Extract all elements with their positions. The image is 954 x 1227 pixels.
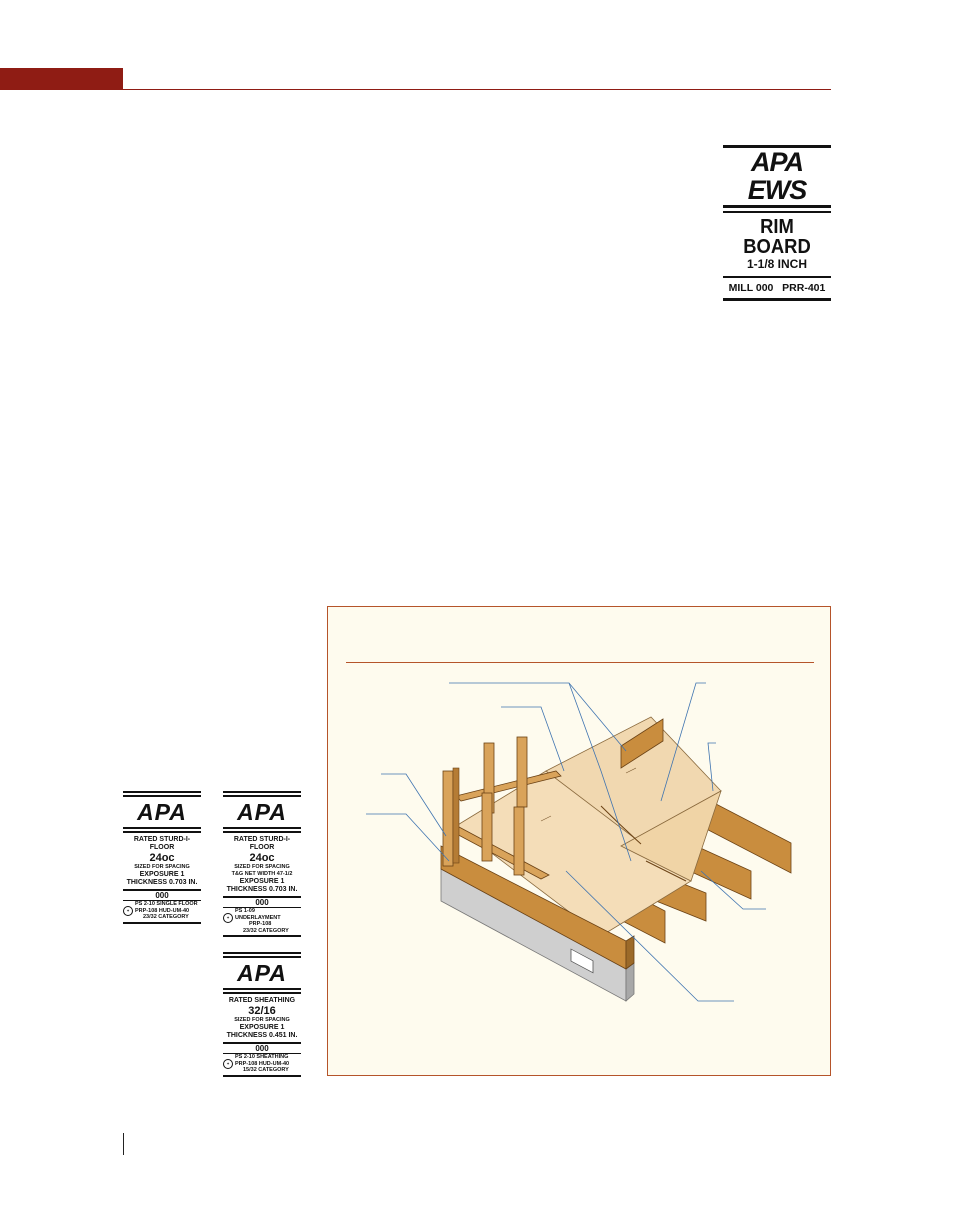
stamp-exposure: EXPOSURE 1 <box>239 878 285 885</box>
stamp-rating: RATED STURD-I-FLOOR <box>133 836 191 851</box>
stamp-line: PRP-108 HUD-UM-40 <box>135 907 190 914</box>
stamp-mill: 000 <box>255 897 269 907</box>
stamp-bar <box>123 922 201 924</box>
stud <box>514 807 524 875</box>
stamp-lines <box>235 1054 289 1074</box>
stamp-line: PRP-108 HUD-UM-40 <box>235 1060 290 1067</box>
stamp-bar <box>223 952 301 954</box>
apa-logo: APA <box>137 799 187 825</box>
stamp-bottom <box>223 1054 301 1074</box>
stud <box>453 768 459 863</box>
stamp-bar <box>223 988 301 990</box>
apa-logo: APA <box>237 799 287 825</box>
stamp-thickness: THICKNESS 0.703 IN. <box>226 886 298 893</box>
stamp-line: 23/32 CATEGORY <box>243 927 289 934</box>
stamp-thickness: THICKNESS 0.703 IN. <box>126 879 198 886</box>
stamp-line: PS 2-10 SHEATHING <box>235 1054 289 1060</box>
stamp-thickness: 1-1/8 INCH <box>746 257 808 271</box>
stamp-bar <box>223 1075 301 1077</box>
stamp-bar <box>223 827 301 829</box>
stamp-thickness: THICKNESS 0.451 IN. <box>226 1032 298 1039</box>
stamp-bar <box>123 795 201 797</box>
rim-board-end <box>626 936 634 969</box>
leader-line <box>501 707 564 771</box>
hud-seal-icon: ✦ <box>223 913 233 923</box>
stamp-spacing: SIZED FOR SPACING <box>134 864 190 870</box>
foundation-wall-end <box>626 963 634 1001</box>
stamp-title: RIM BOARD <box>743 216 811 258</box>
stamp-line: PS 1-09 UNDERLAYMENT <box>235 908 281 921</box>
stamp-spacing: SIZED FOR SPACING <box>234 864 290 870</box>
stamp-bar <box>223 956 301 958</box>
hud-seal-icon: ✦ <box>223 1059 233 1069</box>
stamp-bar <box>123 791 201 793</box>
stamp-exposure: EXPOSURE 1 <box>239 1024 285 1031</box>
figure-box <box>327 606 831 1076</box>
stamp-bar <box>223 795 301 797</box>
hud-seal-icon: ✦ <box>123 906 133 916</box>
stamp-bar <box>223 992 301 994</box>
stamp-bar <box>123 831 201 833</box>
stamp-standard: PRR-401 <box>782 282 826 294</box>
stamp-span: 24oc <box>249 852 275 864</box>
stamp-bar <box>223 791 301 793</box>
stamp-bar <box>123 827 201 829</box>
leader-line <box>449 683 626 751</box>
stamp-rating: RATED SHEATHING <box>228 997 296 1004</box>
stamp-mill-line <box>723 281 831 295</box>
stud <box>517 737 527 807</box>
stamp-bar <box>723 298 831 301</box>
stamp-rating: RATED STURD-I-FLOOR <box>233 836 291 851</box>
stamp-lines <box>135 901 198 921</box>
stamp-bottom <box>223 908 301 934</box>
stamp-mill: 000 <box>155 890 169 900</box>
leader-line <box>381 774 446 836</box>
panel-stamp-sturd-i-floor-single <box>123 791 201 924</box>
stamp-line: PS 2-10 SINGLE FLOOR <box>135 901 198 907</box>
stamp-bar <box>223 935 301 937</box>
footer-rule <box>123 1133 124 1155</box>
stamp-bar <box>723 205 831 208</box>
stamp-mill: 000 <box>255 1043 269 1053</box>
apa-ews-logo: APA EWS <box>747 147 807 205</box>
header-rule <box>123 89 831 90</box>
floor-framing-illustration <box>328 607 832 1077</box>
stamp-exposure: EXPOSURE 1 <box>139 871 185 878</box>
header-accent-tab <box>0 68 123 90</box>
stamp-bar <box>223 831 301 833</box>
stamp-spacing-extra: T&G NET WIDTH 47-1/2 <box>231 871 293 877</box>
stamp-spacing: SIZED FOR SPACING <box>234 1017 290 1023</box>
stamp-mill: MILL 000 <box>728 282 774 294</box>
stamp-lines <box>235 908 301 934</box>
panel-stamp-rated-sheathing <box>223 952 301 1077</box>
stamp-bar <box>723 276 831 278</box>
panel-stamp-sturd-i-floor-underlayment <box>223 791 301 937</box>
stamp-span: 32/16 <box>248 1005 276 1017</box>
stamp-span: 24oc <box>149 852 175 864</box>
stud <box>482 793 492 861</box>
stamp-line: PRP-108 <box>249 921 272 927</box>
stud <box>443 771 453 866</box>
stamp-bar <box>723 211 831 213</box>
stamp-bottom <box>123 901 201 921</box>
rim-board-stamp <box>723 145 831 301</box>
apa-logo: APA <box>237 960 287 986</box>
stamp-line: 23/32 CATEGORY <box>143 914 189 920</box>
stamp-line: 15/32 CATEGORY <box>243 1067 289 1073</box>
